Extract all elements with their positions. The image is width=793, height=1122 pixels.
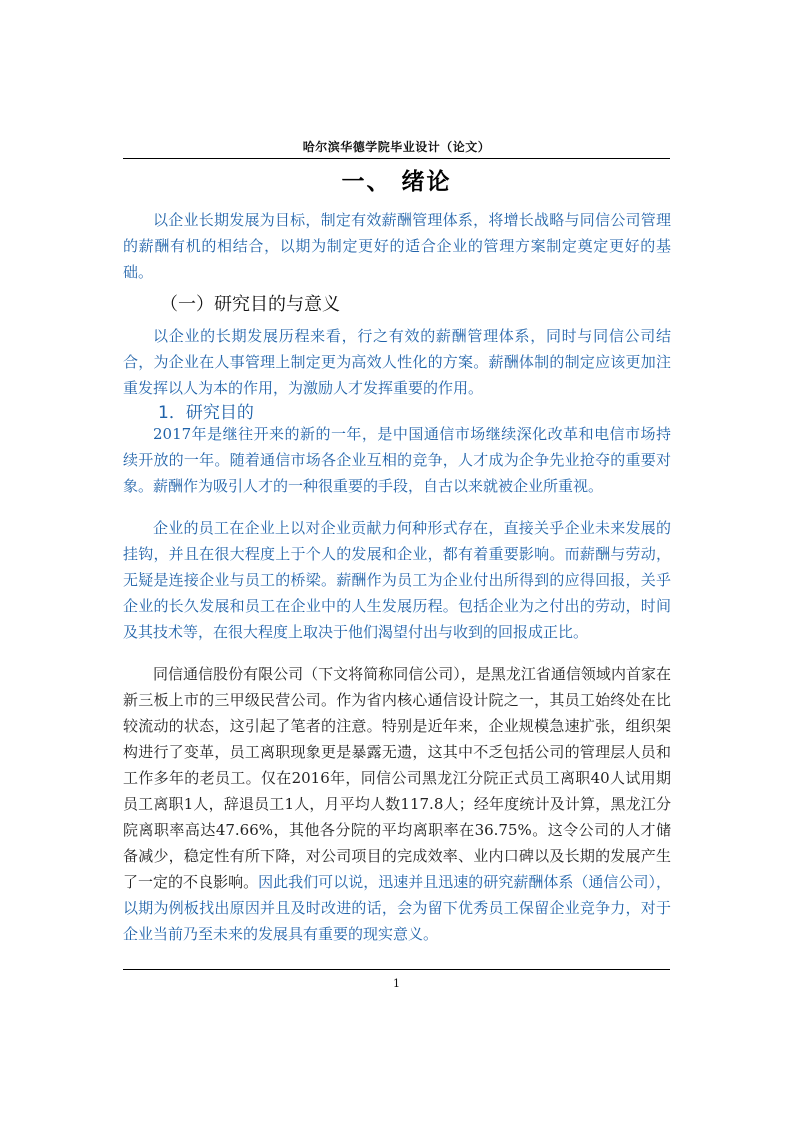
paragraph-3-blue-text: 因此我们可以说，迅速并且迅速的研究薪酬体系（通信公司），以期为例板找出原因并且及时改进的话，会为留下优秀员工保留企业竞争力，对于企业当前乃至未来的发展具有重要的现实意义。 [123, 873, 671, 943]
paragraph-3-black-text: 同信通信股份有限公司（下文将简称同信公司），是黑龙江省通信领域内首家在新三板上市的三甲级民营公司。作为省内核心通信设计院之一，其员工始终处在比较流动的状态，这引起了笔者的注意。特别是近年来，企业规模急速扩张，组织架构进行了变革，员工离职现象更是暴露无遗，这其中不乏包括公司的管理层人员和工作多年的老员工。仅在2016年，同信公司黑龙江分院正式员工离职40人试用期员工离职1人，辞退员工1人，月平均人数117.8人；经年度统计及计算，黑龙江分院离职率高达47.66%，其他各分院的平均离职率在36.75%。这令公司的人才储备减少，稳定性有所下降，对公司项目的完成效率、业内口碑以及长期的发展产生了一定的不良影响。 [123, 665, 671, 891]
page-number: 1 [393, 977, 400, 990]
footer-rule [123, 969, 670, 970]
page-header: 哈尔滨华德学院毕业设计（论文） [302, 140, 491, 154]
purpose-paragraph-1: 2017年是继往开来的新的一年，是中国通信市场继续深化改革和电信市场持续开放的一年。随着通信市场各企业互相的竞争，人才成为企争先业抢夺的重要对象。薪酬作为吸引人才的一种很重要的手段，自古以来就被企业所重视。 [123, 425, 671, 495]
section-title: （一）研究目的与意义 [160, 294, 340, 315]
purpose-paragraph-2: 企业的员工在企业上以对企业贡献力何种形式存在，直接关乎企业未来发展的挂钩，并且在很大程度上于个人的发展和企业，都有着重要影响。而薪酬与劳动，无疑是连接企业与员工的桥梁。薪酬作为员工为企业付出所得到的应得回报，关乎企业的长久发展和员工在企业中的人生发展历程。包括企业为之付出的劳动，时间及其技术等，在很大程度上取决于他们渴望付出与收到的回报成正比。 [123, 519, 671, 641]
section-paragraph: 以企业的长期发展历程来看，行之有效的薪酬管理体系，同时与同信公司结合，为企业在人事管理上制定更为高效人性化的方案。薪酬体制的制定应该更加注重发挥以人为本的作用，为激励人才发挥重要的作用。 [123, 327, 671, 397]
subsection-title: 1．研究目的 [158, 403, 254, 423]
header-rule [123, 158, 670, 159]
purpose-paragraph-3 [123, 661, 671, 947]
chapter-title: 一、 绪论 [341, 169, 452, 195]
intro-paragraph: 以企业长期发展为目标，制定有效薪酬管理体系，将增长战略与同信公司管理的薪酬有机的相结合，以期为制定更好的适合企业的管理方案制定奠定更好的基础。 [123, 211, 671, 281]
